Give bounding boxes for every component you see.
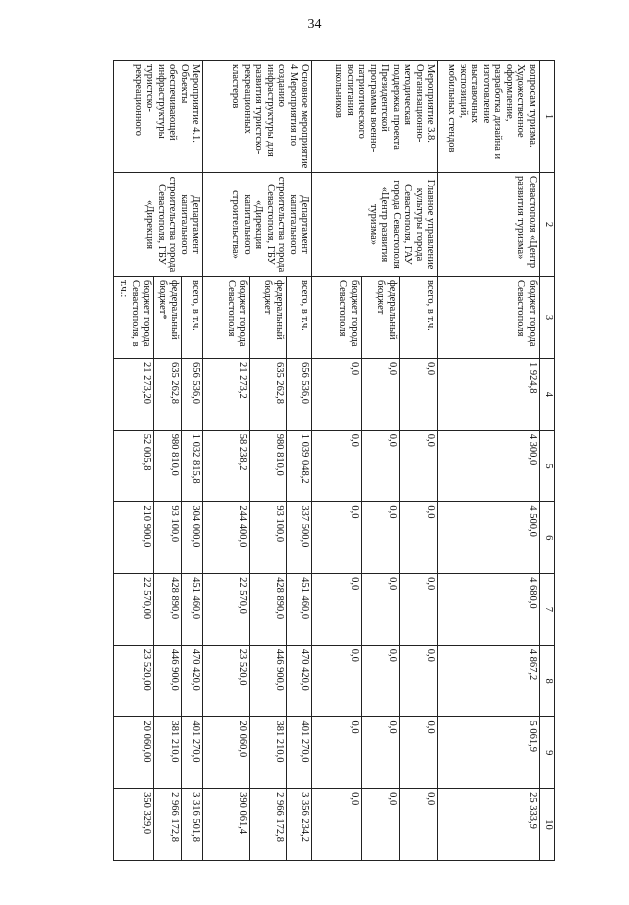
value-cell: 0,0 [312,502,361,574]
value-cell: 4 300,0 [438,430,540,502]
value-cell: 0,0 [399,502,437,574]
source-cell: всего, в т.ч. [181,277,202,359]
header-cell: 9 [540,717,555,789]
source-cell: бюджет города Севастополя [312,277,361,359]
value-cell: 0,0 [312,359,361,431]
executor-cell: Департамент капитального строительства города Севастополя, ГБУ «Дирекция [114,173,203,277]
header-cell: 8 [540,645,555,717]
value-cell: 635 262,8 [250,359,286,431]
value-cell: 0,0 [312,574,361,646]
value-cell: 0,0 [399,359,437,431]
header-cell: 2 [540,173,555,277]
value-cell: 446 900,0 [154,645,182,717]
value-cell: 58 238,2 [203,430,250,502]
budget-table [113,60,555,861]
value-cell: 93 100,0 [154,502,182,574]
activity-cell: Мероприятие 4.1. Объекты обеспечивающей инфраструктуры туристско-рекреационного [114,61,203,173]
value-cell: 0,0 [399,789,437,861]
rotated-table-container [113,60,555,860]
value-cell: 22 570,00 [114,574,154,646]
executor-cell: Севастополя «Центр развития туризма» [438,173,540,277]
value-cell: 4 680,0 [438,574,540,646]
value-cell: 381 210,0 [154,717,182,789]
value-cell: 451 460,0 [181,574,202,646]
activity-cell: вопросам туризма. Художественное оформление, разработка дизайна и изготовление выставочных экспозиций, мобильных стендов [438,61,540,173]
activity-cell: Основное мероприятие 4 Мероприятия по созданию инфраструктуры для развития туристско-рекреационных кластеров [203,61,312,173]
source-cell: всего, в т.ч. [399,277,437,359]
value-cell: 4 500,0 [438,502,540,574]
value-cell: 1 032 815,8 [181,430,202,502]
value-cell: 980 810,0 [250,430,286,502]
value-cell: 390 061,4 [203,789,250,861]
value-cell: 20 060,0 [203,717,250,789]
value-cell: 244 400,0 [203,502,250,574]
executor-cell: Департамент капитального строительства города Севастополя, ГБУ «Дирекция капитального строительства» [203,173,312,277]
value-cell: 0,0 [361,717,399,789]
value-cell: 0,0 [361,502,399,574]
value-cell: 0,0 [399,430,437,502]
header-cell: 10 [540,789,555,861]
source-cell: всего, в т.ч. [286,277,312,359]
value-cell: 428 890,0 [154,574,182,646]
source-cell: бюджет города Севастополя, в т.ч.: [114,277,154,359]
value-cell: 401 270,0 [286,717,312,789]
value-cell: 1 039 048,2 [286,430,312,502]
value-cell: 21 273,2 [203,359,250,431]
value-cell: 93 100,0 [250,502,286,574]
value-cell: 0,0 [399,574,437,646]
header-row [540,61,555,861]
source-cell: бюджет города Севастополя [203,277,250,359]
value-cell: 20 060,00 [114,717,154,789]
header-cell: 4 [540,359,555,431]
value-cell: 0,0 [312,645,361,717]
source-cell: федеральный бюджет* [154,277,182,359]
value-cell: 350 329,0 [114,789,154,861]
value-cell: 0,0 [361,789,399,861]
page-number: 34 [307,17,322,32]
value-cell: 21 273,20 [114,359,154,431]
value-cell: 0,0 [312,789,361,861]
source-cell: федеральный бюджет [361,277,399,359]
value-cell: 470 420,0 [181,645,202,717]
value-cell: 52 005,8 [114,430,154,502]
value-cell: 0,0 [312,430,361,502]
value-cell: 3 356 234,2 [286,789,312,861]
value-cell: 0,0 [399,645,437,717]
value-cell: 0,0 [361,645,399,717]
value-cell: 381 210,0 [250,717,286,789]
value-cell: 0,0 [361,574,399,646]
value-cell: 401 270,0 [181,717,202,789]
source-cell: бюджет города Севастополя [438,277,540,359]
header-cell: 5 [540,430,555,502]
value-cell: 4 867,2 [438,645,540,717]
header-cell: 7 [540,574,555,646]
table-row [181,61,202,861]
value-cell: 451 460,0 [286,574,312,646]
table-row [399,61,437,861]
value-cell: 1 924,8 [438,359,540,431]
table-row [286,61,312,861]
value-cell: 23 520,0 [203,645,250,717]
value-cell: 446 900,0 [250,645,286,717]
value-cell: 23 520,00 [114,645,154,717]
value-cell: 428 890,0 [250,574,286,646]
value-cell: 2 966 172,8 [154,789,182,861]
value-cell: 656 536,0 [181,359,202,431]
executor-cell: Главное управление культуры города Севастополя, ГАУ города Севастополя «Центр развития туризма» [312,173,438,277]
value-cell: 635 262,8 [154,359,182,431]
source-cell: федеральный бюджет [250,277,286,359]
value-cell: 470 420,0 [286,645,312,717]
value-cell: 0,0 [361,430,399,502]
table-row [438,61,540,861]
value-cell: 210 900,0 [114,502,154,574]
value-cell: 0,0 [312,717,361,789]
value-cell: 0,0 [361,359,399,431]
value-cell: 2 966 172,8 [250,789,286,861]
activity-cell: Мероприятие 3.8. Организационно-методическая поддержка проекта Президентской программы военно-патриотического воспитания школьников [312,61,438,173]
value-cell: 25 333,9 [438,789,540,861]
header-cell: 3 [540,277,555,359]
value-cell: 3 316 501,8 [181,789,202,861]
value-cell: 5 061,9 [438,717,540,789]
header-cell: 6 [540,502,555,574]
value-cell: 980 810,0 [154,430,182,502]
value-cell: 656 536,0 [286,359,312,431]
value-cell: 304 000,0 [181,502,202,574]
header-cell: 1 [540,61,555,173]
value-cell: 22 570,0 [203,574,250,646]
value-cell: 0,0 [399,717,437,789]
value-cell: 337 500,0 [286,502,312,574]
